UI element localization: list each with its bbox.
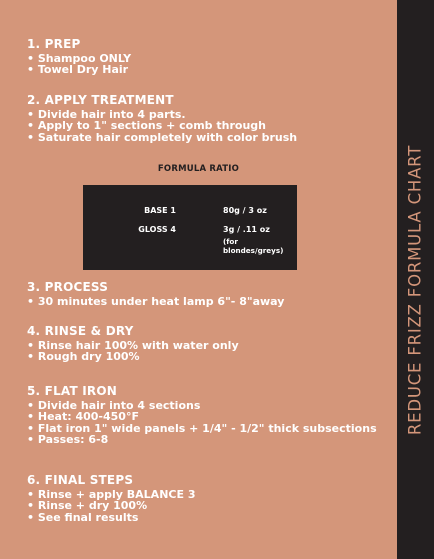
step-list [27,489,195,523]
side-title-band [397,0,434,559]
list-item: • Shampoo ONLY [27,53,131,64]
section-heading: 5. FLAT IRON [27,384,117,398]
list-item: • Rough dry 100% [27,351,239,362]
side-title: REDUCE FRIZZ FORMULA CHART [405,144,425,436]
list-item: • Apply to 1" sections + comb through [27,120,297,131]
list-item: • Flat iron 1" wide panels + 1/4" - 1/2" thick subsections [27,423,377,434]
section-final-steps [27,473,195,523]
section-heading: 3. PROCESS [27,280,109,294]
list-item: • Divide hair into 4 sections [27,400,377,411]
list-item: • See final results [27,512,195,523]
step-list [27,340,239,363]
formula-label-gloss: GLOSS 4 [138,225,176,234]
formula-ratio-table [83,185,297,270]
section-prep [27,37,131,76]
formula-note-gloss: (for blondes/greys) [223,237,284,255]
formula-value-base: 80g / 3 oz [223,206,267,215]
list-item: • Towel Dry Hair [27,64,131,75]
section-rinse-dry [27,324,239,363]
list-item: • Saturate hair completely with color brush [27,132,297,143]
list-item: • Heat: 400-450°F [27,411,377,422]
list-item: • Divide hair into 4 parts. [27,109,297,120]
section-process [27,280,284,307]
section-heading: 1. PREP [27,37,81,51]
list-item: • Rinse + dry 100% [27,500,195,511]
list-item: • 30 minutes under heat lamp 6"- 8"away [27,296,284,307]
list-item: • Passes: 6-8 [27,434,377,445]
section-heading: 6. FINAL STEPS [27,473,134,487]
section-heading: 2. APPLY TREATMENT [27,93,174,107]
step-list [27,400,377,445]
section-heading: 4. RINSE & DRY [27,324,134,338]
step-list [27,296,284,307]
step-list [27,53,131,76]
list-item: • Rinse + apply BALANCE 3 [27,489,195,500]
list-item: • Rinse hair 100% with water only [27,340,239,351]
formula-value-gloss: 3g / .11 oz [223,225,270,234]
section-apply-treatment [27,93,297,143]
section-flat-iron [27,384,377,445]
formula-label-base: BASE 1 [144,206,176,215]
formula-ratio-heading: FORMULA RATIO [157,164,240,174]
step-list [27,109,297,143]
